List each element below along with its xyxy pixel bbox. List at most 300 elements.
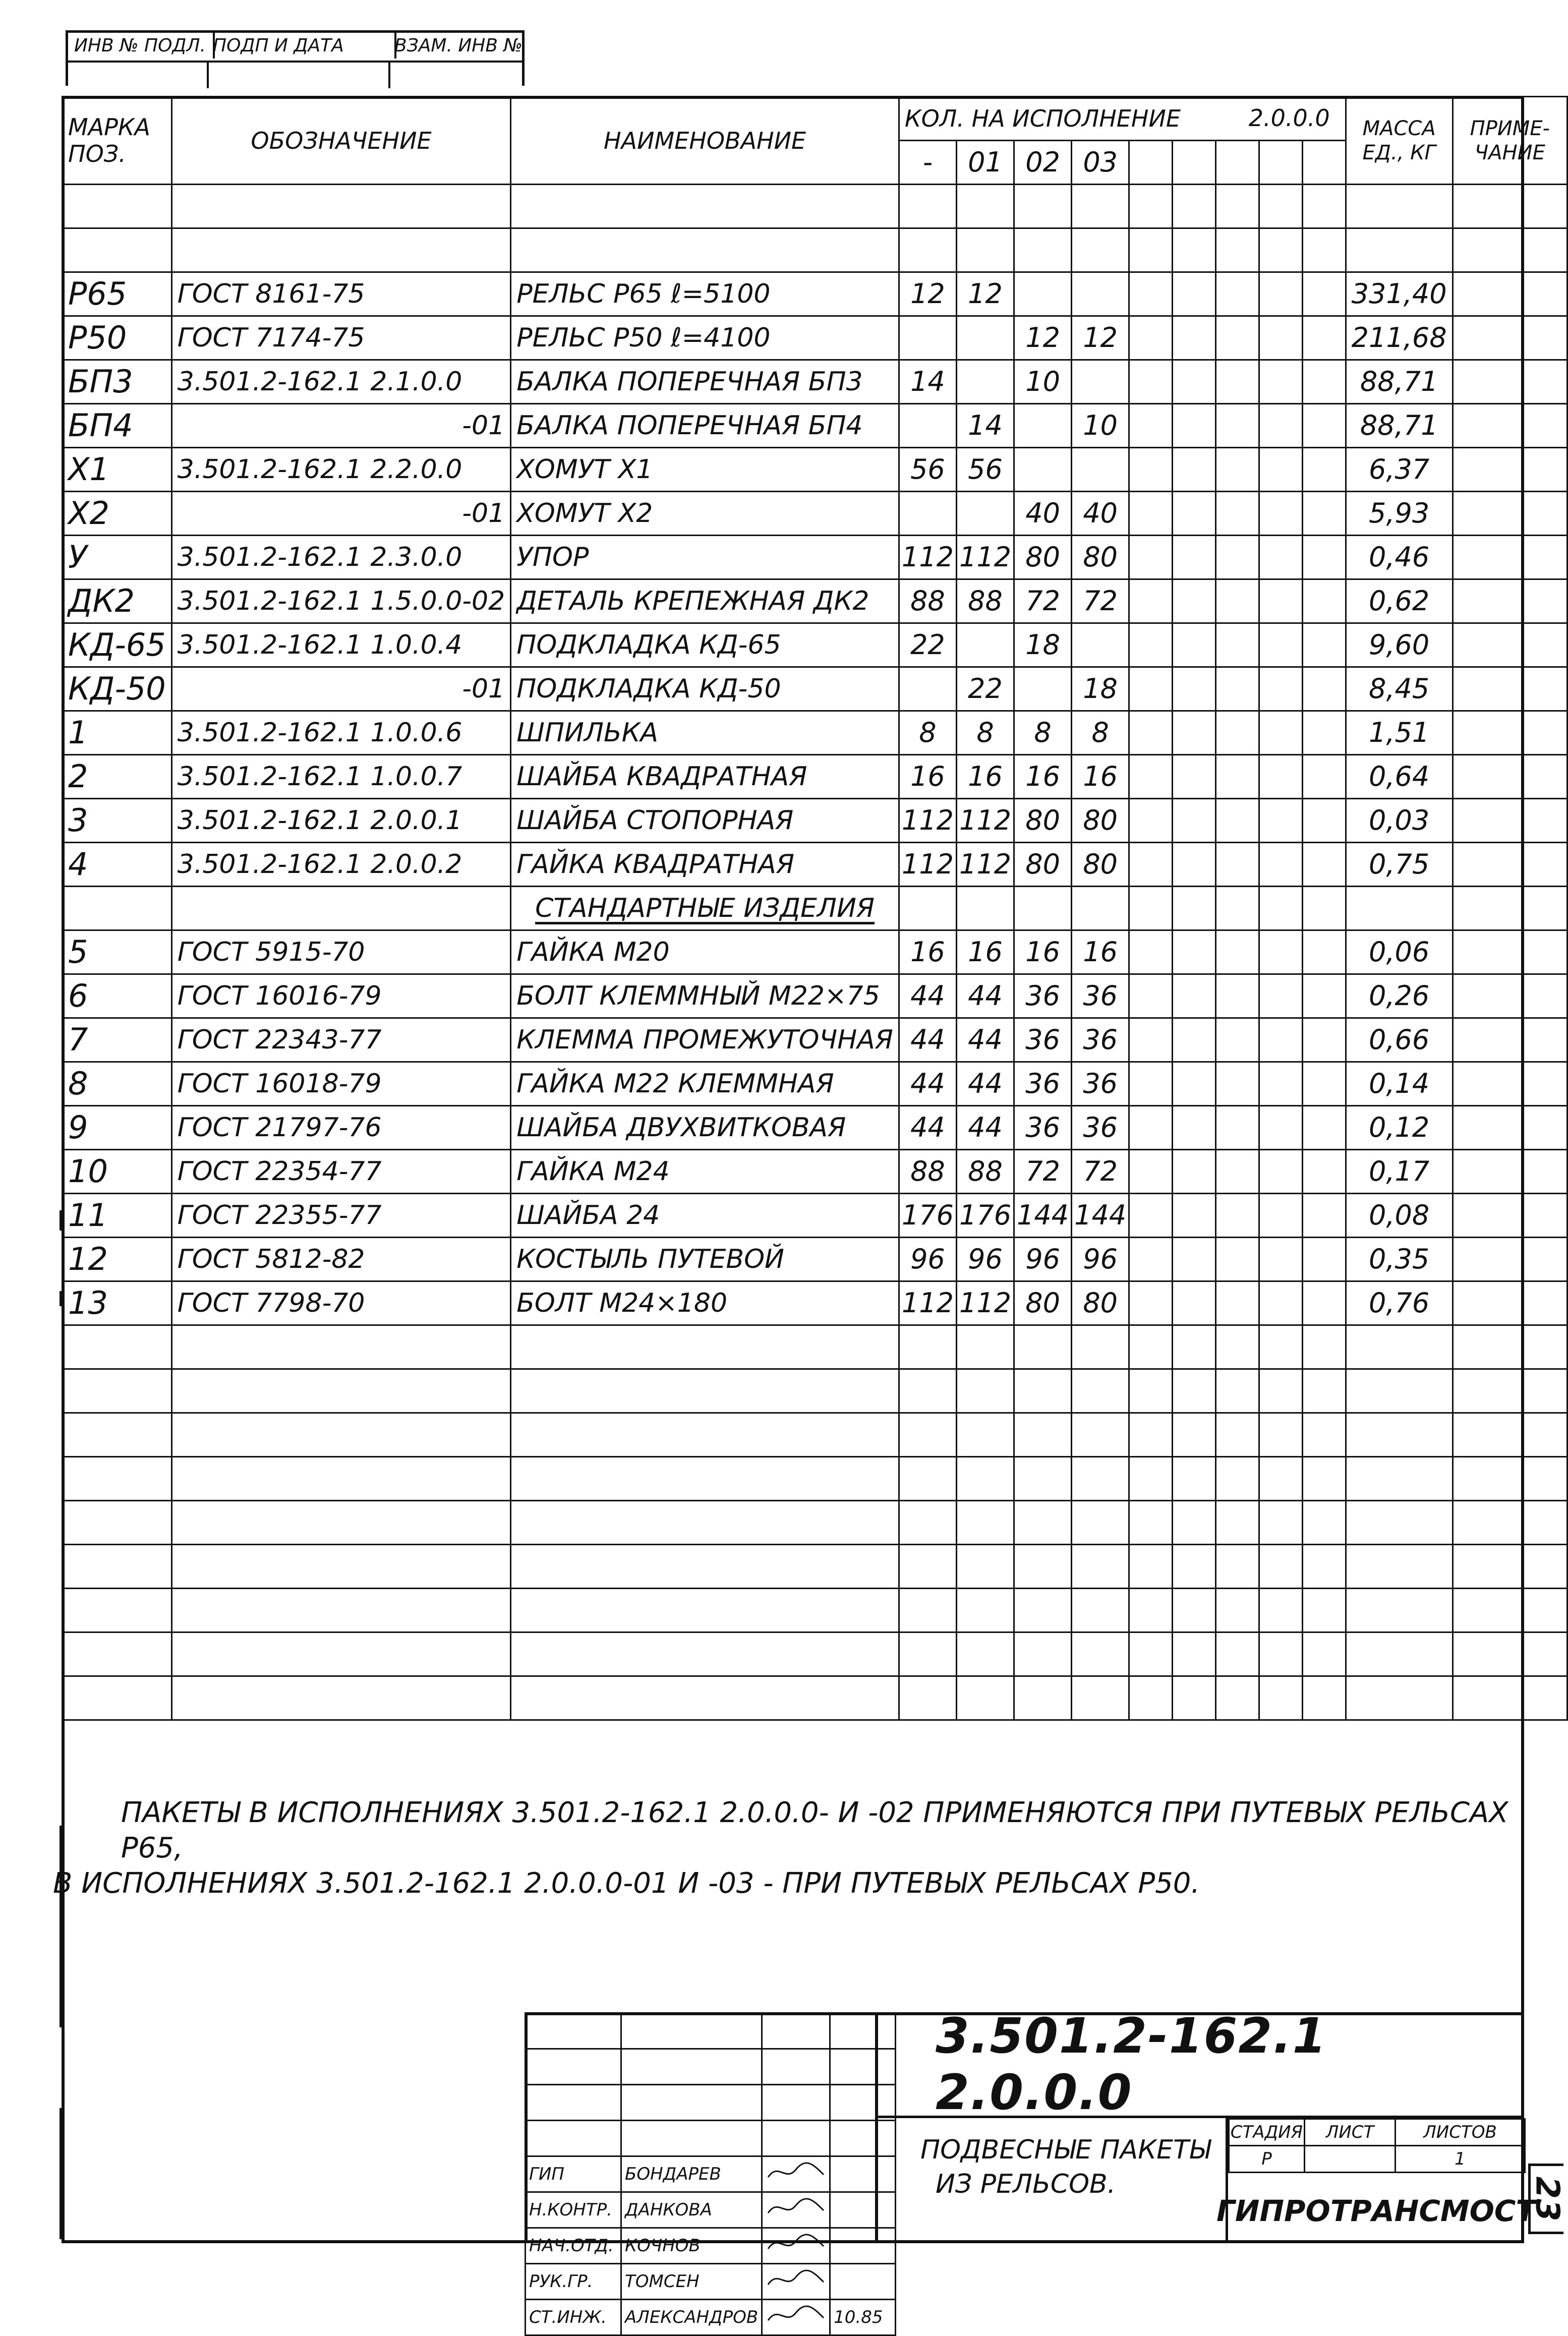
cell-quantity-empty [1259, 1106, 1302, 1150]
cell-quantity: 88 [956, 1150, 1014, 1194]
cell-position: 2 [63, 755, 172, 799]
table-cell-empty [899, 1589, 956, 1632]
cell-naimenovanie-text: БОЛТ М24×180 [516, 1288, 728, 1318]
table-cell-empty [1346, 1369, 1453, 1413]
cell-position: Р50 [63, 316, 172, 360]
cell-quantity-empty [1259, 1238, 1302, 1281]
cell-mass: 0,08 [1346, 1194, 1453, 1238]
table-row [63, 887, 1567, 930]
cell-quantity-empty [1216, 974, 1259, 1018]
cell-quantity: 36 [1014, 1018, 1072, 1062]
table-cell-empty [1014, 1676, 1072, 1720]
table-cell-empty [1216, 1325, 1259, 1369]
table-cell-empty [171, 228, 511, 272]
cell-quantity: 176 [956, 1194, 1014, 1238]
table-cell-empty [1129, 1545, 1173, 1589]
table-cell-empty [1216, 185, 1259, 228]
table-cell-empty [1129, 1369, 1173, 1413]
table-cell-empty [63, 1413, 172, 1457]
cell-quantity: 18 [1072, 667, 1129, 711]
table-cell-empty [171, 1325, 511, 1369]
cell-note [1453, 1062, 1567, 1106]
table-cell-empty [1302, 1632, 1346, 1676]
cell-quantity: 112 [899, 799, 956, 843]
table-cell-empty [1216, 1632, 1259, 1676]
table-cell-empty [1129, 228, 1173, 272]
cell-quantity-empty [1302, 579, 1346, 623]
table-cell-empty [1072, 185, 1129, 228]
cell-quantity [899, 492, 956, 536]
table-cell-empty [63, 1632, 172, 1676]
cell-mass: 88,71 [1346, 360, 1453, 404]
cell-naimenovanie-text: РЕЛЬС Р65 ℓ=5100 [516, 279, 771, 309]
cell-quantity-empty [1173, 843, 1216, 887]
cell-quantity: 80 [1014, 536, 1072, 579]
cell-quantity-empty [1259, 755, 1302, 799]
cell-quantity: 112 [956, 1281, 1014, 1325]
table-row [63, 799, 1567, 843]
header-marka [63, 97, 172, 185]
cell-quantity-empty [1259, 448, 1302, 492]
cell-quantity-empty [1302, 623, 1346, 667]
cell-quantity-empty [1173, 536, 1216, 579]
cell-quantity: 10 [1014, 360, 1072, 404]
cell-naimenovanie-text: ПОДКЛАДКА КД-65 [516, 630, 781, 660]
cell-quantity-empty [1216, 1150, 1259, 1194]
cell-quantity-empty [1302, 843, 1346, 887]
table-cell-empty [1072, 1632, 1129, 1676]
table-cell-empty [899, 1632, 956, 1676]
cell-naimenovanie [511, 404, 899, 448]
table-cell-empty [1173, 1545, 1216, 1589]
table-cell-empty [1259, 1545, 1302, 1589]
cell-quantity-empty [1216, 755, 1259, 799]
cell-naimenovanie-text: ХОМУТ Х1 [516, 454, 653, 485]
cell-naimenovanie [511, 1194, 899, 1238]
document-title-line-1: ПОДВЕСНЫЕ ПАКЕТЫ [920, 2135, 1211, 2165]
cell-naimenovanie [511, 1018, 899, 1062]
table-cell-empty [511, 1589, 899, 1632]
table-row [63, 1238, 1567, 1281]
cell-note [1453, 448, 1567, 492]
table-cell-empty [1014, 1632, 1072, 1676]
cell-quantity: 16 [899, 755, 956, 799]
page-number: 23 [1528, 2176, 1566, 2222]
signature-mark [762, 2264, 830, 2300]
table-cell-empty [1173, 1589, 1216, 1632]
header-variant-empty [1216, 141, 1259, 185]
table-cell-empty [63, 1369, 172, 1413]
cell-mass: 0,46 [1346, 536, 1453, 579]
table-cell-empty [1346, 1589, 1453, 1632]
cell-quantity-empty [1302, 887, 1346, 930]
table-cell-empty [1216, 1676, 1259, 1720]
cell-quantity-empty [1129, 1281, 1173, 1325]
cell-quantity-empty [1302, 316, 1346, 360]
cell-quantity: 56 [956, 448, 1014, 492]
cell-note [1453, 272, 1567, 316]
table-cell-empty [1259, 1632, 1302, 1676]
cell-quantity-empty [1302, 711, 1346, 755]
cell-quantity-empty [1173, 930, 1216, 974]
cell-position: Р65 [63, 272, 172, 316]
cell-quantity: 18 [1014, 623, 1072, 667]
cell-quantity-empty [1259, 1018, 1302, 1062]
cell-quantity [956, 316, 1014, 360]
cell-quantity-empty [1216, 843, 1259, 887]
table-cell-empty [956, 185, 1014, 228]
table-cell-empty [1346, 1632, 1453, 1676]
cell-quantity-empty [1302, 1150, 1346, 1194]
cell-naimenovanie [511, 755, 899, 799]
cell-quantity: 36 [1072, 974, 1129, 1018]
table-cell-empty [1216, 1457, 1259, 1501]
stage-sheet-table [1228, 2118, 1526, 2173]
table-cell-empty [171, 1369, 511, 1413]
cell-note [1453, 536, 1567, 579]
table-cell-empty [1259, 1501, 1302, 1545]
table-cell-empty [511, 228, 899, 272]
cell-naimenovanie-text: ХОМУТ Х2 [516, 498, 653, 529]
table-cell-empty [63, 1325, 172, 1369]
cell-note [1453, 623, 1567, 667]
cell-quantity-empty [1302, 1281, 1346, 1325]
table-cell-empty [63, 228, 172, 272]
cell-quantity-empty [1129, 974, 1173, 1018]
cell-naimenovanie-text: ШАЙБА КВАДРАТНАЯ [516, 762, 807, 792]
cell-quantity-empty [1173, 272, 1216, 316]
cell-naimenovanie [511, 316, 899, 360]
signature-name: АЛЕКСАНДРОВ [621, 2300, 762, 2335]
cell-naimenovanie [511, 1106, 899, 1150]
cell-quantity-empty [1129, 623, 1173, 667]
table-row [63, 623, 1567, 667]
table-cell-empty [956, 1501, 1014, 1545]
cell-position: КД-65 [63, 623, 172, 667]
cell-quantity-empty [1216, 492, 1259, 536]
cell-quantity-empty [1259, 1150, 1302, 1194]
table-row-empty [63, 185, 1567, 228]
cell-quantity: 80 [1072, 536, 1129, 579]
table-cell-empty [956, 1369, 1014, 1413]
cell-quantity-empty [1216, 1238, 1259, 1281]
cell-naimenovanie-text: УПОР [516, 542, 589, 572]
signature-cell-empty [621, 2121, 762, 2156]
cell-quantity-empty [1173, 1194, 1216, 1238]
cell-quantity: 176 [899, 1194, 956, 1238]
signature-cell-empty [526, 2013, 621, 2049]
cell-quantity-empty [1302, 492, 1346, 536]
cell-quantity-empty [1173, 1238, 1216, 1281]
cell-position: Х1 [63, 448, 172, 492]
cell-position: ДК2 [63, 579, 172, 623]
table-row [63, 404, 1567, 448]
signature-row [526, 2228, 896, 2264]
table-cell-empty [1014, 1369, 1072, 1413]
cell-quantity-empty [1173, 1150, 1216, 1194]
cell-quantity: 88 [899, 579, 956, 623]
cell-quantity-empty [1173, 887, 1216, 930]
cell-quantity-empty [1302, 667, 1346, 711]
note-line-1: ПАКЕТЫ В ИСПОЛНЕНИЯХ 3.501.2-162.1 2.0.0.0- И -02 ПРИМЕНЯЮТСЯ ПРИ ПУТЕВЫХ РЕЛЬСАХ Р65, [121, 1796, 1508, 1864]
table-cell-empty [956, 1545, 1014, 1589]
cell-quantity-empty [1302, 799, 1346, 843]
cell-quantity-empty [1302, 930, 1346, 974]
header-variant-empty [1302, 141, 1346, 185]
table-cell-empty [1302, 1676, 1346, 1720]
cell-quantity-empty [1173, 711, 1216, 755]
table-cell-empty [511, 1457, 899, 1501]
table-cell-empty [1453, 1325, 1567, 1369]
cell-quantity-empty [1129, 492, 1173, 536]
cell-quantity: 80 [1072, 1281, 1129, 1325]
table-cell-empty [1453, 228, 1567, 272]
cell-oboznachenie: ГОСТ 22354-77 [171, 1150, 511, 1194]
cell-quantity-empty [1216, 667, 1259, 711]
cell-quantity-empty [1173, 974, 1216, 1018]
cell-quantity-empty [1216, 887, 1259, 930]
cell-quantity: 80 [1072, 799, 1129, 843]
specification-table [62, 96, 1568, 1721]
cell-quantity-empty [1129, 930, 1173, 974]
signature-row-empty [526, 2013, 896, 2049]
cell-oboznachenie: ГОСТ 7174-75 [171, 316, 511, 360]
table-row-empty [63, 1413, 1567, 1457]
cell-oboznachenie: 3.501.2-162.1 2.2.0.0 [171, 448, 511, 492]
signature-name: БОНДАРЕВ [621, 2156, 762, 2192]
cell-oboznachenie: 3.501.2-162.1 1.5.0.0-02 [171, 579, 511, 623]
cell-quantity [899, 316, 956, 360]
cell-quantity: 14 [956, 404, 1014, 448]
cell-mass: 0,62 [1346, 579, 1453, 623]
header-variant-empty [1129, 141, 1173, 185]
table-row [63, 579, 1567, 623]
signature-row [526, 2192, 896, 2228]
cell-naimenovanie [511, 974, 899, 1018]
cell-oboznachenie: ГОСТ 16018-79 [171, 1062, 511, 1106]
signature-mark [762, 2300, 830, 2335]
cell-position: 3 [63, 799, 172, 843]
cell-naimenovanie-text: ГАЙКА М22 КЛЕММНАЯ [516, 1069, 834, 1099]
cell-quantity: 112 [956, 799, 1014, 843]
signature-row [526, 2300, 896, 2335]
cell-quantity-empty [1216, 579, 1259, 623]
table-cell-empty [1173, 1413, 1216, 1457]
cell-quantity-empty [1259, 1194, 1302, 1238]
signature-row-empty [526, 2121, 896, 2156]
table-cell-empty [1346, 228, 1453, 272]
cell-position: БП4 [63, 404, 172, 448]
cell-mass: 0,17 [1346, 1150, 1453, 1194]
cell-quantity: 40 [1014, 492, 1072, 536]
table-row [63, 974, 1567, 1018]
table-cell-empty [171, 1545, 511, 1589]
cell-quantity-empty [1216, 623, 1259, 667]
stage-value: Р [1229, 2146, 1305, 2173]
table-cell-empty [1302, 185, 1346, 228]
cell-oboznachenie: ГОСТ 22343-77 [171, 1018, 511, 1062]
table-cell-empty [1129, 185, 1173, 228]
signature-cell-empty [762, 2049, 830, 2085]
table-cell-empty [1259, 185, 1302, 228]
sheets-header: ЛИСТОВ [1396, 2119, 1525, 2146]
cell-quantity: 88 [956, 579, 1014, 623]
signature-cell-empty [526, 2049, 621, 2085]
cell-quantity-empty [1302, 1238, 1346, 1281]
table-row [63, 316, 1567, 360]
cell-quantity-empty [1216, 404, 1259, 448]
cell-naimenovanie [511, 887, 899, 930]
cell-naimenovanie-text: ПОДКЛАДКА КД-50 [516, 674, 781, 704]
table-row [63, 843, 1567, 887]
table-cell-empty [1129, 1589, 1173, 1632]
cell-quantity-empty [1259, 536, 1302, 579]
cell-quantity-empty [1259, 930, 1302, 974]
signature-cell-empty [621, 2013, 762, 2049]
header-variant: 03 [1072, 141, 1129, 185]
signature-cell-empty [621, 2049, 762, 2085]
table-row [63, 930, 1567, 974]
cell-oboznachenie: 3.501.2-162.1 2.0.0.1 [171, 799, 511, 843]
cell-quantity: 8 [1014, 711, 1072, 755]
signature-row [526, 2156, 896, 2192]
cell-quantity-empty [1259, 711, 1302, 755]
cell-quantity: 144 [1072, 1194, 1129, 1238]
cell-oboznachenie: ГОСТ 5915-70 [171, 930, 511, 974]
table-cell-empty [1072, 1457, 1129, 1501]
cell-quantity-empty [1129, 1106, 1173, 1150]
cell-mass: 88,71 [1346, 404, 1453, 448]
cell-naimenovanie [511, 667, 899, 711]
table-cell-empty [1173, 1501, 1216, 1545]
cell-quantity [899, 404, 956, 448]
cell-oboznachenie: 3.501.2-162.1 2.0.0.2 [171, 843, 511, 887]
cell-quantity-empty [1216, 272, 1259, 316]
cell-note [1453, 404, 1567, 448]
table-cell-empty [1014, 1413, 1072, 1457]
cell-quantity: 36 [1014, 974, 1072, 1018]
table-cell-empty [1129, 1413, 1173, 1457]
cell-naimenovanie-text: КОСТЫЛЬ ПУТЕВОЙ [516, 1244, 784, 1274]
table-cell-empty [1216, 1413, 1259, 1457]
table-cell-empty [1072, 1369, 1129, 1413]
table-cell-empty [63, 1457, 172, 1501]
table-row [63, 360, 1567, 404]
stage-header: СТАДИЯ [1229, 2119, 1305, 2146]
cell-note [1453, 887, 1567, 930]
table-row [63, 492, 1567, 536]
cell-quantity: 36 [1014, 1106, 1072, 1150]
table-cell-empty [1173, 1325, 1216, 1369]
cell-quantity: 80 [1014, 799, 1072, 843]
cell-quantity-empty [1216, 1018, 1259, 1062]
cell-quantity: 80 [1014, 843, 1072, 887]
cell-quantity: 112 [899, 1281, 956, 1325]
cell-mass: 0,14 [1346, 1062, 1453, 1106]
cell-naimenovanie-text: ГАЙКА КВАДРАТНАЯ [516, 849, 794, 880]
cell-quantity-empty [1302, 404, 1346, 448]
cell-quantity-empty [1129, 579, 1173, 623]
table-cell-empty [956, 1325, 1014, 1369]
cell-quantity-empty [1259, 843, 1302, 887]
cell-quantity: 44 [899, 1018, 956, 1062]
table-cell-empty [1302, 1589, 1346, 1632]
cell-quantity-empty [1302, 536, 1346, 579]
cell-note [1453, 843, 1567, 887]
cell-naimenovanie [511, 799, 899, 843]
header-quantity [899, 97, 1346, 141]
cell-naimenovanie [511, 843, 899, 887]
table-cell-empty [1302, 228, 1346, 272]
table-cell-empty [899, 1501, 956, 1545]
cell-position: 5 [63, 930, 172, 974]
cell-quantity-empty [1173, 755, 1216, 799]
table-cell-empty [956, 228, 1014, 272]
cell-note [1453, 1018, 1567, 1062]
table-cell-empty [1216, 1545, 1259, 1589]
cell-naimenovanie-text: ШАЙБА 24 [516, 1200, 660, 1231]
archive-value-sign [207, 61, 390, 88]
table-cell-empty [511, 1413, 899, 1457]
table-row-empty [63, 1676, 1567, 1720]
table-cell-empty [171, 1501, 511, 1545]
table-row [63, 448, 1567, 492]
signature-cell-empty [762, 2013, 830, 2049]
signature-name: ТОМСЕН [621, 2264, 762, 2300]
table-row [63, 1281, 1567, 1325]
cell-naimenovanie [511, 272, 899, 316]
header-massa: МАССА ЕД., КГ [1346, 97, 1453, 185]
cell-quantity: 36 [1072, 1106, 1129, 1150]
table-row [63, 1194, 1567, 1238]
cell-mass: 211,68 [1346, 316, 1453, 360]
cell-oboznachenie: ГОСТ 21797-76 [171, 1106, 511, 1150]
table-cell-empty [1014, 1457, 1072, 1501]
cell-quantity-empty [1173, 623, 1216, 667]
cell-quantity: 12 [1072, 316, 1129, 360]
cell-naimenovanie-text: ШАЙБА СТОПОРНАЯ [516, 805, 794, 836]
table-cell-empty [63, 185, 172, 228]
table-cell-empty [1346, 1545, 1453, 1589]
table-cell-empty [899, 1413, 956, 1457]
table-row-empty [63, 1589, 1567, 1632]
cell-quantity: 80 [1072, 843, 1129, 887]
cell-position: 9 [63, 1106, 172, 1150]
cell-quantity: 8 [899, 711, 956, 755]
cell-quantity: 112 [899, 536, 956, 579]
cell-quantity-empty [1129, 1194, 1173, 1238]
cell-quantity-empty [1259, 799, 1302, 843]
cell-note [1453, 1194, 1567, 1238]
table-cell-empty [63, 1501, 172, 1545]
cell-quantity: 16 [956, 930, 1014, 974]
cell-quantity: 22 [956, 667, 1014, 711]
cell-naimenovanie-text: БАЛКА ПОПЕРЕЧНАЯ БП3 [516, 367, 863, 397]
table-cell-empty [1072, 1325, 1129, 1369]
cell-quantity-empty [1302, 974, 1346, 1018]
cell-naimenovanie-text: БАЛКА ПОПЕРЕЧНАЯ БП4 [516, 411, 863, 441]
cell-quantity-empty [1259, 404, 1302, 448]
cell-naimenovanie [511, 492, 899, 536]
cell-position: БП3 [63, 360, 172, 404]
signature-role: РУК.ГР. [526, 2264, 621, 2300]
cell-mass: 0,26 [1346, 974, 1453, 1018]
table-cell-empty [1072, 1589, 1129, 1632]
cell-naimenovanie-text: ШАЙБА ДВУХВИТКОВАЯ [516, 1113, 846, 1143]
cell-oboznachenie [171, 887, 511, 930]
cell-quantity-empty [1129, 448, 1173, 492]
cell-oboznachenie: 3.501.2-162.1 1.0.0.7 [171, 755, 511, 799]
